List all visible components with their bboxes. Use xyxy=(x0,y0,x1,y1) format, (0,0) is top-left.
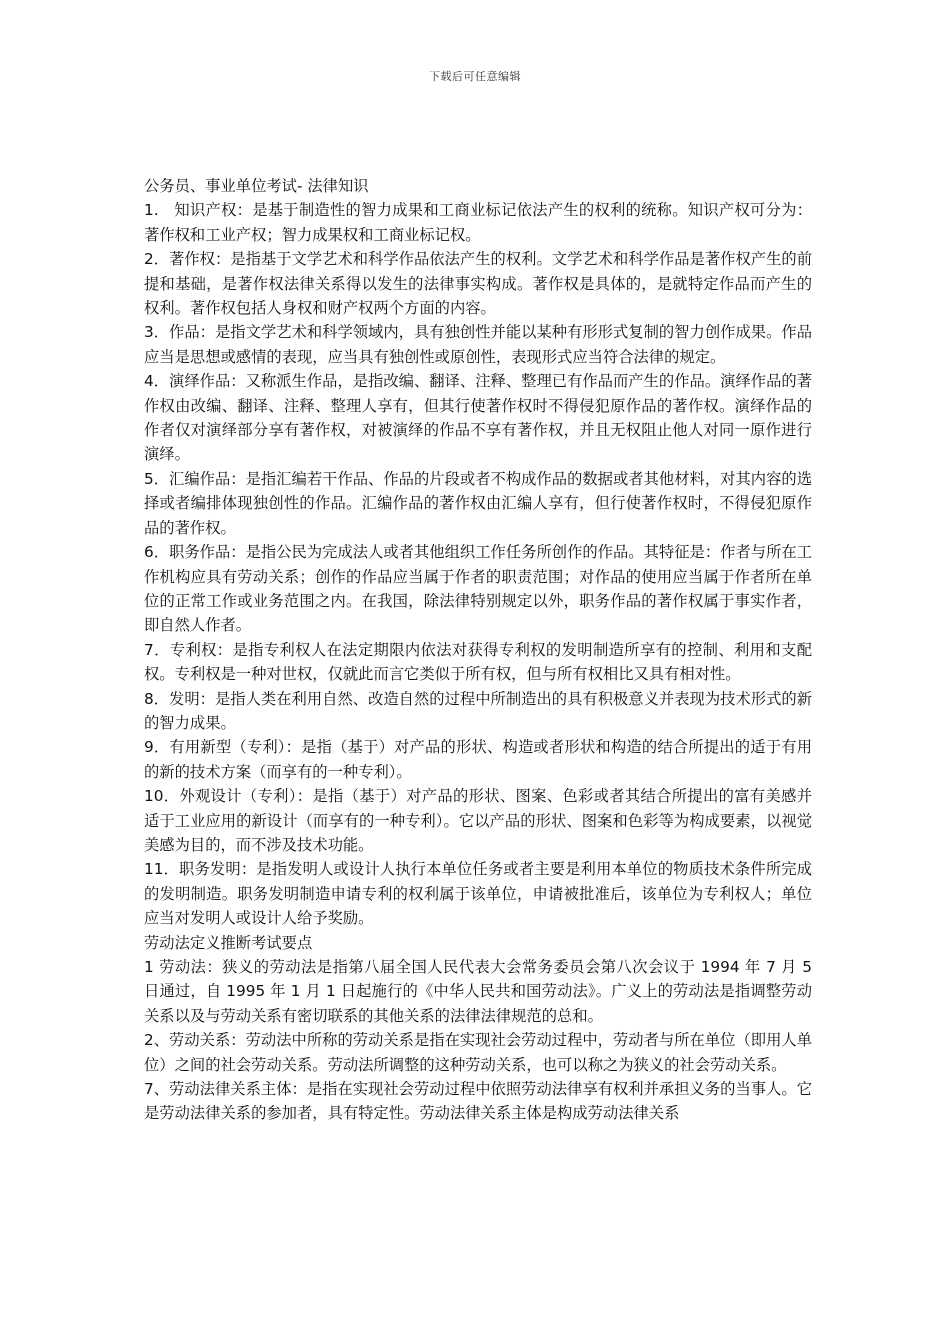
paragraph: 1. 知识产权：是基于制造性的智力成果和工商业标记依法产生的权利的统称。知识产权可分为：著作权和工业产权；智力成果权和工商业标记权。 xyxy=(144,201,812,244)
section-heading: 劳动法定义推断考试要点 xyxy=(144,933,313,952)
paragraph: 5．汇编作品：是指汇编若干作品、作品的片段或者不构成作品的数据或者其他材料，对其内容的选择或者编排体现独创性的作品。汇编作品的著作权由汇编人享有，但行使著作权时，不得侵犯原作品的著作权。 xyxy=(144,469,812,537)
paragraph: 7、劳动法律关系主体：是指在实现社会劳动过程中依照劳动法律享有权利并承担义务的当事人。它是劳动法律关系的参加者，具有特定性。劳动法律关系主体是构成劳动法律关系 xyxy=(144,1080,812,1123)
paragraph: 11．职务发明：是指发明人或设计人执行本单位任务或者主要是利用本单位的物质技术条件所完成的发明制造。职务发明制造申请专利的权利属于该单位，申请被批准后，该单位为专利权人；单位应当对发明人或设计人给予奖励。 xyxy=(144,860,812,928)
paragraph: 9．有用新型（专利）：是指（基于）对产品的形状、构造或者形状和构造的结合所提出的适于有用的新的技术方案（而享有的一种专利）。 xyxy=(144,738,812,781)
document-title: 公务员、事业单位考试- 法律知识 xyxy=(144,177,369,195)
paragraph: 1 劳动法：狭义的劳动法是指第八届全国人民代表大会常务委员会第八次会议于 1994 年 7 月 5 日通过，自 1995 年 1 月 1 日起施行的《中华人民共和国劳动法》。广义上的劳动法是指调整劳动关系以及与劳动关系有密切联系的其他关系的法律法律规范的总和。 xyxy=(144,958,812,1025)
paragraph: 6．职务作品：是指公民为完成法人或者其他组织工作任务所创作的作品。其特征是：作者与所在工作机构应具有劳动关系；创作的作品应当属于作者的职责范围；对作品的使用应当属于作者所在单位的正常工作或业务范围之内。在我国，除法律特别规定以外，职务作品的著作权属于事实作者，即自然人作者。 xyxy=(144,543,812,635)
paragraph: 2．著作权：是指基于文学艺术和科学作品依法产生的权利。文学艺术和科学作品是著作权产生的前提和基础，是著作权法律关系得以发生的法律事实构成。著作权是具体的，是就特定作品而产生的权利。著作权包括人身权和财产权两个方面的内容。 xyxy=(144,250,812,318)
paragraph: 3．作品：是指文学艺术和科学领域内，具有独创性并能以某种有形形式复制的智力创作成果。作品应当是思想或感情的表现，应当具有独创性或原创性，表现形式应当符合法律的规定。 xyxy=(144,323,812,366)
paragraph: 4．演绎作品：又称派生作品，是指改编、翻译、注释、整理已有作品而产生的作品。演绎作品的著作权由改编、翻译、注释、整理人享有，但其行使著作权时不得侵犯原作品的著作权。演绎作品的作者仅对演绎部分享有著作权，对被演绎的作品不享有著作权，并且无权阻止他人对同一原作进行演绎。 xyxy=(144,372,812,464)
paragraph: 10．外观设计（专利）：是指（基于）对产品的形状、图案、色彩或者其结合所提出的富有美感并适于工业应用的新设计（而享有的一种专利）。它以产品的形状、图案和色彩等为构成要素，以视觉美感为目的，而不涉及技术功能。 xyxy=(144,787,812,854)
paragraph: 7．专利权：是指专利权人在法定期限内依法对获得专利权的发明制造所享有的控制、利用和支配权。专利权是一种对世权，仅就此而言它类似于所有权，但与所有权相比又具有相对性。 xyxy=(144,640,812,684)
header-note: 下载后可任意编辑 xyxy=(429,70,521,83)
document-body xyxy=(144,174,812,1126)
paragraph: 8．发明：是指人类在利用自然、改造自然的过程中所制造出的具有积极意义并表现为技术形式的新的智力成果。 xyxy=(144,689,812,732)
paragraph: 2、劳动关系：劳动法中所称的劳动关系是指在实现社会劳动过程中，劳动者与所在单位（即用人单位）之间的社会劳动关系。劳动法所调整的这种劳动关系，也可以称之为狭义的社会劳动关系。 xyxy=(144,1031,812,1074)
